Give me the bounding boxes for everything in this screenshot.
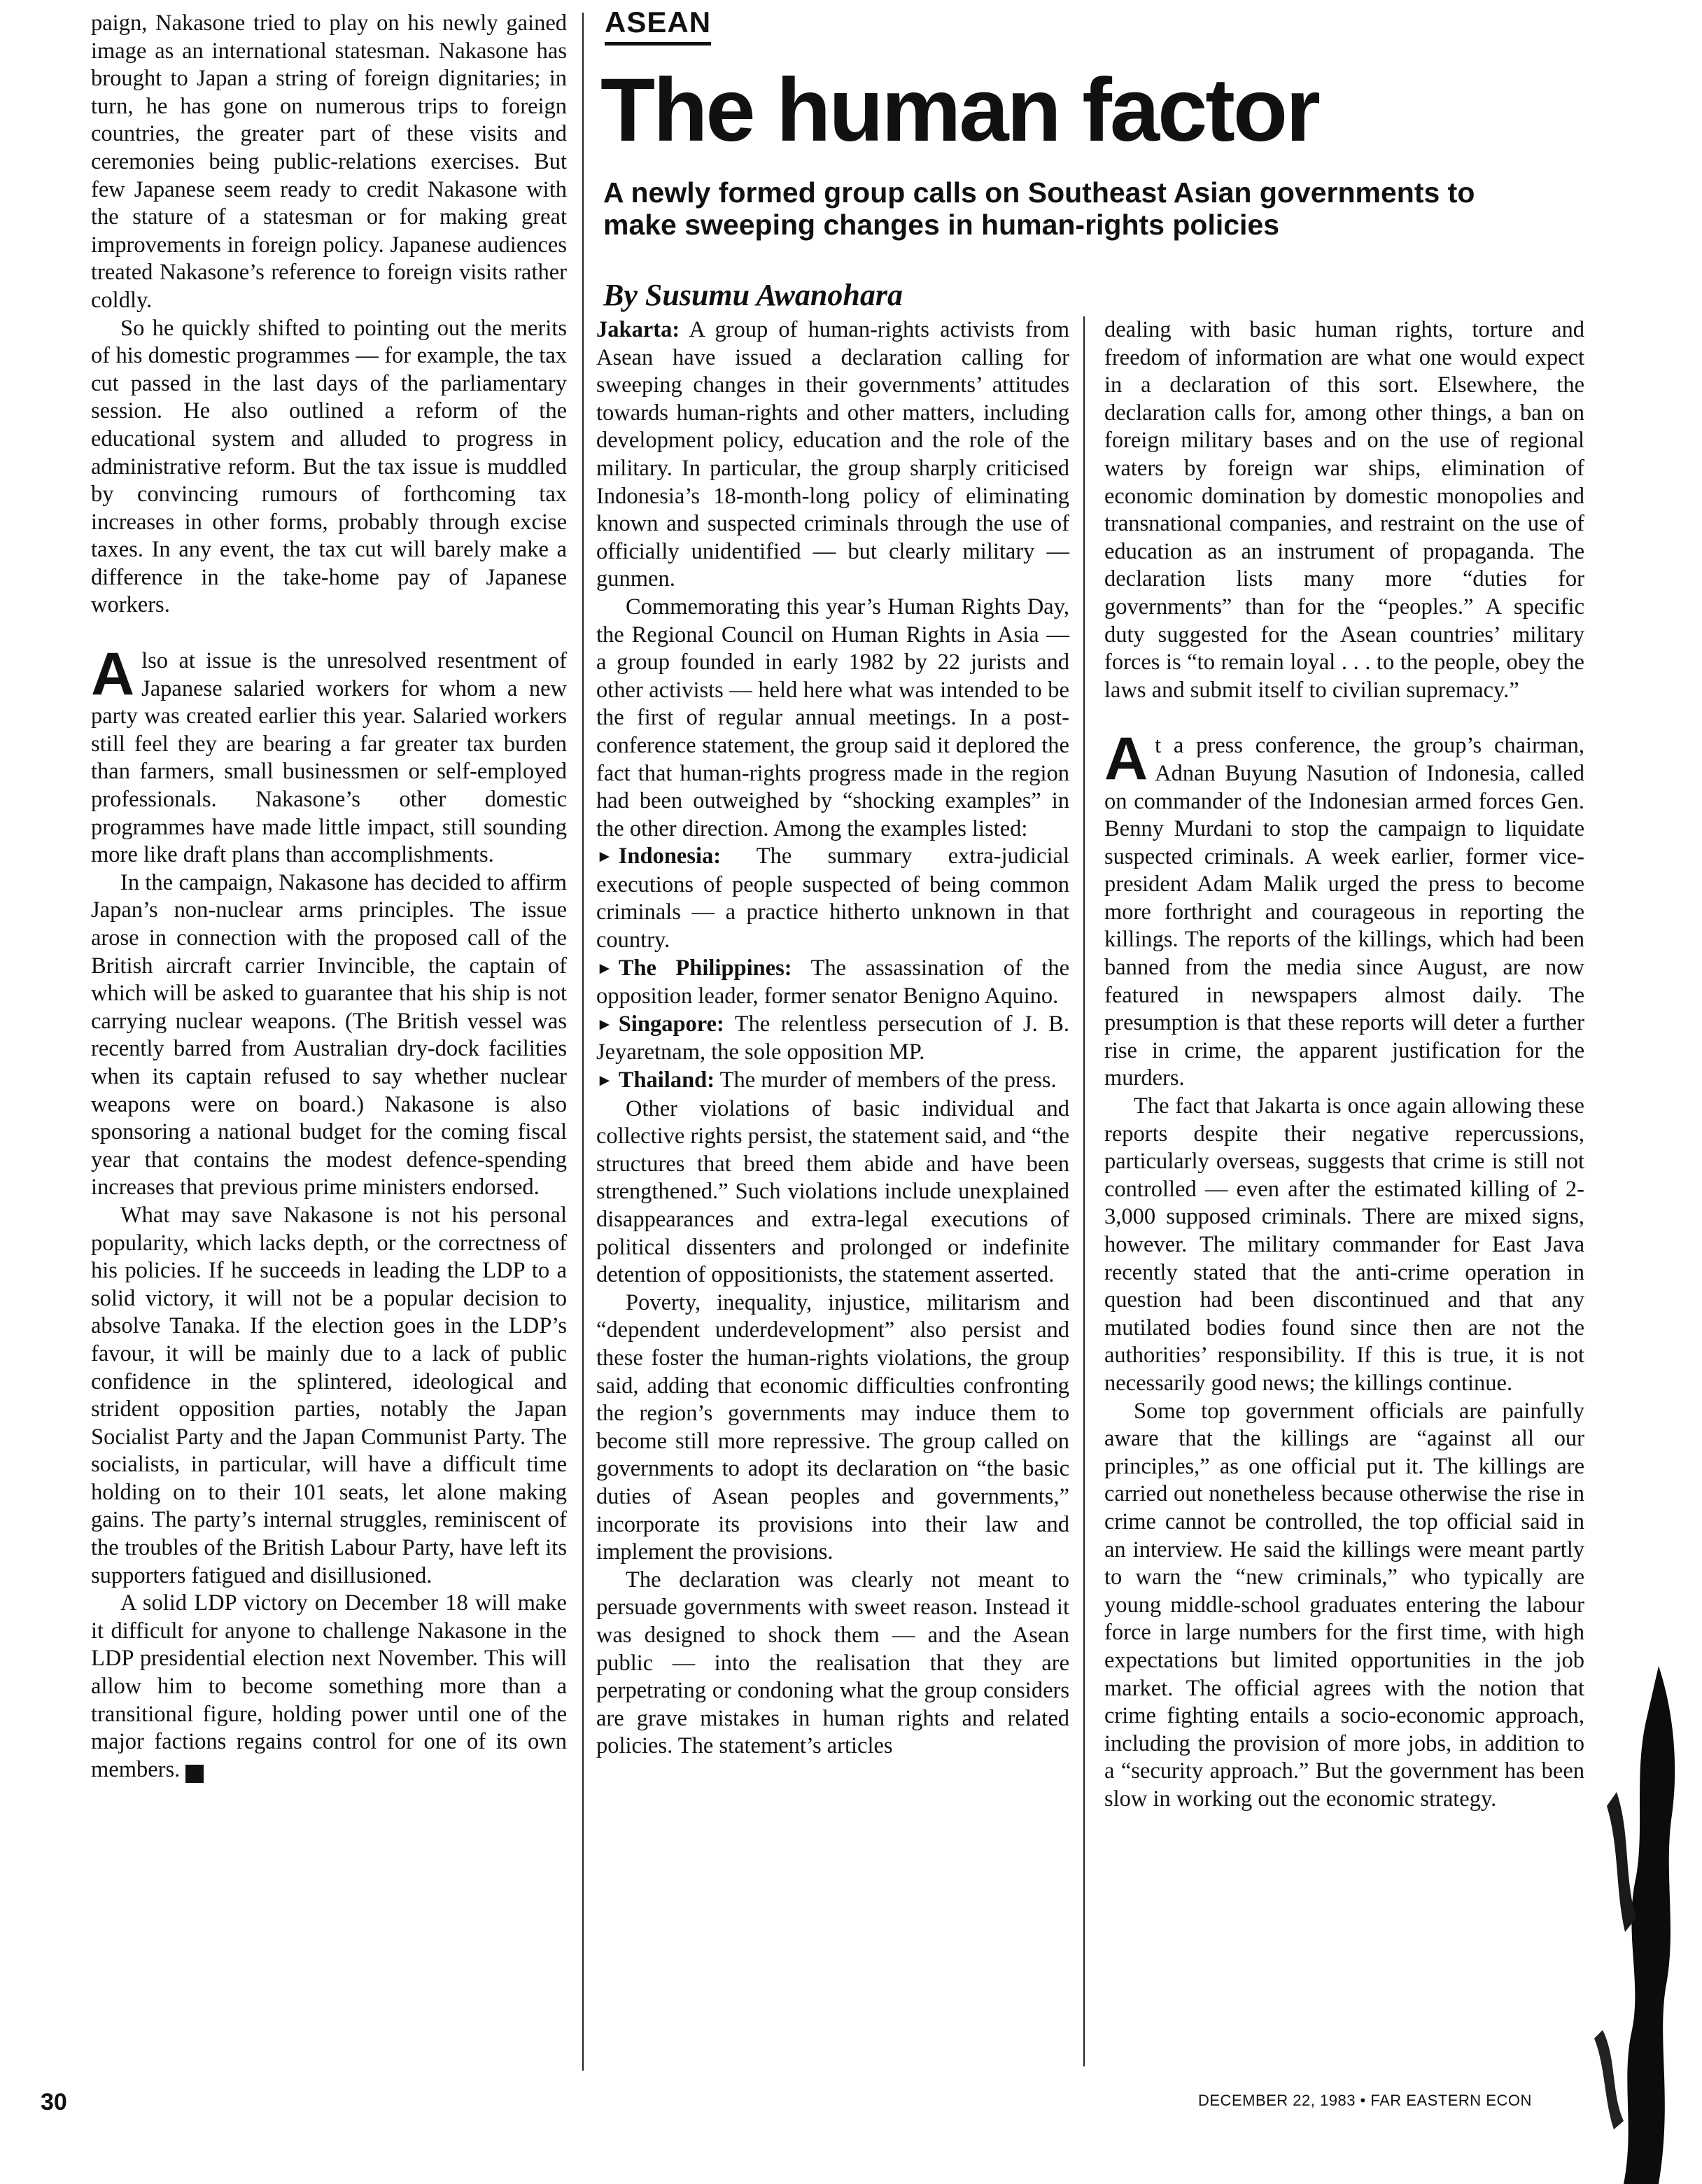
running-footer: DECEMBER 22, 1983 • FAR EASTERN ECON [1198, 2092, 1532, 2109]
bullet-arrow-icon: ► [596, 1015, 613, 1034]
bullet-arrow-icon: ► [596, 848, 613, 867]
right-paragraph-1: dealing with basic human rights, torture and freedom of information are what one would expect in a declaration of this sort. Elsewhere, the declaration calls for, among other things, a ban on foreign military bases and on the use of regional waters by foreign war ships, elimination of economic domination by domestic monopolies and transnational companies, and restraint on the use of education as an instrument of propaganda. The declaration lists many more “duties for governments” than for the “peoples.” A specific duty suggested for the Asean countries’ military forces is “to remain loyal . . . to the people, obey the laws and submit itself to civilian supremacy.” [1104, 317, 1584, 703]
left-paragraph-1: paign, Nakasone tried to play on his newly gained image as an international statesman. Nakasone has brought to Japan a string of foreign dignitaries; in turn, he has gone on numerous trips to foreign countries, the greater part of these visits and ceremonies being public-relations exercises. But few Japanese seem ready to credit Nakasone with the stature of a statesman or for making great improvements in foreign policy. Japanese audiences treated Nakasone’s reference to foreign visits rather coldly. [91, 10, 567, 313]
bullet-item: ► Singapore: The relentless persecution of J. B. Jeyaretnam, the sole opposition MP. [596, 1011, 1069, 1065]
right-article-column [1104, 316, 1584, 1813]
middle-paragraph-2: Commemorating this year’s Human Rights Day, the Regional Council on Human Rights in Asia — a group founded in early 1982 by 22 jurists and other activists — held here what was intended to be the first of regular annual meetings. In a post-conference statement, the group said it deplored the fact that human-rights progress made in the region had been outweighed by “shocking examples” in the other direction. Among the examples listed: [596, 594, 1069, 841]
drop-cap: A [91, 640, 135, 708]
middle-paragraph-3: Other violations of basic individual and collective rights persist, the statement said, and “the structures that breed them abide and have been strengthened.” Such violations include unexplained disappearances and extra-legal executions of political dissenters and prolonged or indefinite detention of oppositionists, the statement asserted. [596, 1096, 1069, 1288]
bullet-arrow-icon: ► [596, 959, 613, 978]
left-article-column [91, 10, 567, 1784]
article-byline: By Susumu Awanohara [603, 278, 903, 312]
article-headline: The human factor [600, 60, 1318, 160]
end-of-story-mark: ■ [185, 1765, 204, 1783]
drop-cap: A [1104, 725, 1148, 793]
article-deck: A newly formed group calls on Southeast Asian governments to make sweeping changes in human-rights policies [603, 176, 1475, 241]
right-paragraph-3: The fact that Jakarta is once again allowing these reports despite their negative repercussions, particularly overseas, suggests that crime is still not controlled — even after the estimated killing of 2-3,000 supposed criminals. There are mixed signs, however. The military commander for East Java recently stated that the anti-crime operation in question had been discontinued and that any mutilated bodies found since then are not the authorities’ responsibility. If this is true, it is not necessarily good news; the killings continue. [1104, 1093, 1584, 1396]
bullet-item: ► Indonesia: The summary extra-judicial executions of people suspected of being common criminals — a practice hitherto unknown in that country. [596, 844, 1069, 953]
right-paragraph-2: At a press conference, the group’s chairman, Adnan Buyung Nasution of Indonesia, called on commander of the Indonesian armed forces Gen. Benny Murdani to stop the campaign to liquidate suspected criminals. A week earlier, former vice-president Adam Malik urged the press to become more forthright and courageous in reporting the killings. The reports of the killings, which had been banned from the media since August, are now featured in newspapers almost daily. The presumption is that these reports will deter a further rise in crime, the apparent justification for the murders. [1104, 725, 1584, 1091]
middle-paragraph-1: Jakarta: A group of human-rights activists from Asean have issued a declaration calling for sweeping changes in their governments’ attitudes towards human-rights and other matters, including development policy, education and the role of the military. In particular, the group sharply criticised Indonesia’s 18-month-long policy of eliminating known and suspected criminals through the use of officially unidentified — but clearly military — gunmen. [596, 317, 1069, 592]
middle-paragraph-4: Poverty, inequality, injustice, militarism and “dependent underdevelopment” also persist and these foster the human-rights violations, the group said, adding that economic difficulties confronting the region’s governments may induce them to become still more repressive. The group called on governments to adopt its declaration on “the basic duties of Asean peoples and governments,” incorporate its provisions into their law and implement the provisions. [596, 1289, 1069, 1565]
left-paragraph-6: A solid LDP victory on December 18 will make it difficult for anyone to challenge Nakasone in the LDP presidential election next November. This will allow him to become something more than a transitional figure, holding power until one of the major factions regains control for one of its own members. ■ [91, 1590, 567, 1782]
column-divider [1083, 316, 1085, 2066]
page-number: 30 [41, 2089, 67, 2115]
section-underline [605, 42, 711, 46]
left-paragraph-4: In the campaign, Nakasone has decided to affirm Japan’s non-nuclear arms principles. The issue arose in connection with the proposed call of the British aircraft carrier Invincible, the captain of which will be asked to guarantee that his ship is not carrying nuclear weapons. (The British vessel was recently barred from Australian dry-dock facilities when its captain refused to say whether nuclear weapons were on board.) Nakasone is also sponsoring a national budget for the coming fiscal year that contains the modest defence-spending increases that previous prime ministers endorsed. [91, 869, 567, 1200]
section-label: ASEAN [605, 6, 712, 38]
column-divider [582, 13, 584, 2071]
bullet-item: ► The Philippines: The assassination of the opposition leader, former senator Benigno Aquino. [596, 955, 1069, 1009]
bullet-item: ► Thailand: The murder of members of the press. [596, 1068, 1057, 1093]
middle-article-column [596, 316, 1069, 1760]
left-paragraph-2: So he quickly shifted to pointing out the merits of his domestic programmes — for example, the tax cut passed in the last days of the parliamentary session. He also outlined a reform of the educational system and alluded to progress in administrative reform. But the tax issue is muddled by convincing rumours of forthcoming tax increases in other forms, probably through excise taxes. In any event, the tax cut will barely make a difference in the take-home pay of Japanese workers. [91, 315, 567, 618]
scan-smudge [1575, 1666, 1680, 2184]
middle-paragraph-5: The declaration was clearly not meant to persuade governments with sweet reason. Instead it was designed to shock them — and the Asean public — into the realisation that they are perpetrating or condoning what the group considers are grave mistakes in human rights and related policies. The statement’s articles [596, 1567, 1069, 1759]
left-paragraph-5: What may save Nakasone is not his personal popularity, which lacks depth, or the correctness of his policies. If he succeeds in leading the LDP to a solid victory, it will not be a popular decision to absolve Tanaka. If the election goes in the LDP’s favour, it will be mainly due to a lack of public confidence in the splintered, ideological and strident opposition parties, notably the Japan Socialist Party and the Japan Communist Party. The socialists, in particular, will have a difficult time holding on to their 101 seats, let alone making gains. The party’s internal struggles, reminiscent of the troubles of the British Labour Party, have left its supporters fatigued and disillusioned. [91, 1202, 567, 1588]
right-paragraph-4: Some top government officials are painfully aware that the killings are “against all our principles,” as one official put it. The killings are carried out nonetheless because otherwise the rise in crime cannot be controlled, the top official said in an interview. He said the killings were meant partly to warn the “new criminals,” who typically are young middle-school graduates entering the labour force in large numbers for the first time, with high expectations but limited opportunities in the job market. The official agrees with the notion that crime fighting entails a socio-economic approach, including the provision of more jobs, in addition to a “security approach.” But the government has been slow in working out the economic strategy. [1104, 1398, 1584, 1812]
left-paragraph-3: Also at issue is the unresolved resentment of Japanese salaried workers for whom a new party was created earlier this year. Salaried workers still feel they are bearing a far greater tax burden than farmers, small businessmen or self-employed professionals. Nakasone’s other domestic programmes have made little impact, still sounding more like draft plans than accomplishments. [91, 640, 567, 868]
bullet-arrow-icon: ► [596, 1072, 613, 1091]
dateline: Jakarta: [596, 317, 680, 342]
